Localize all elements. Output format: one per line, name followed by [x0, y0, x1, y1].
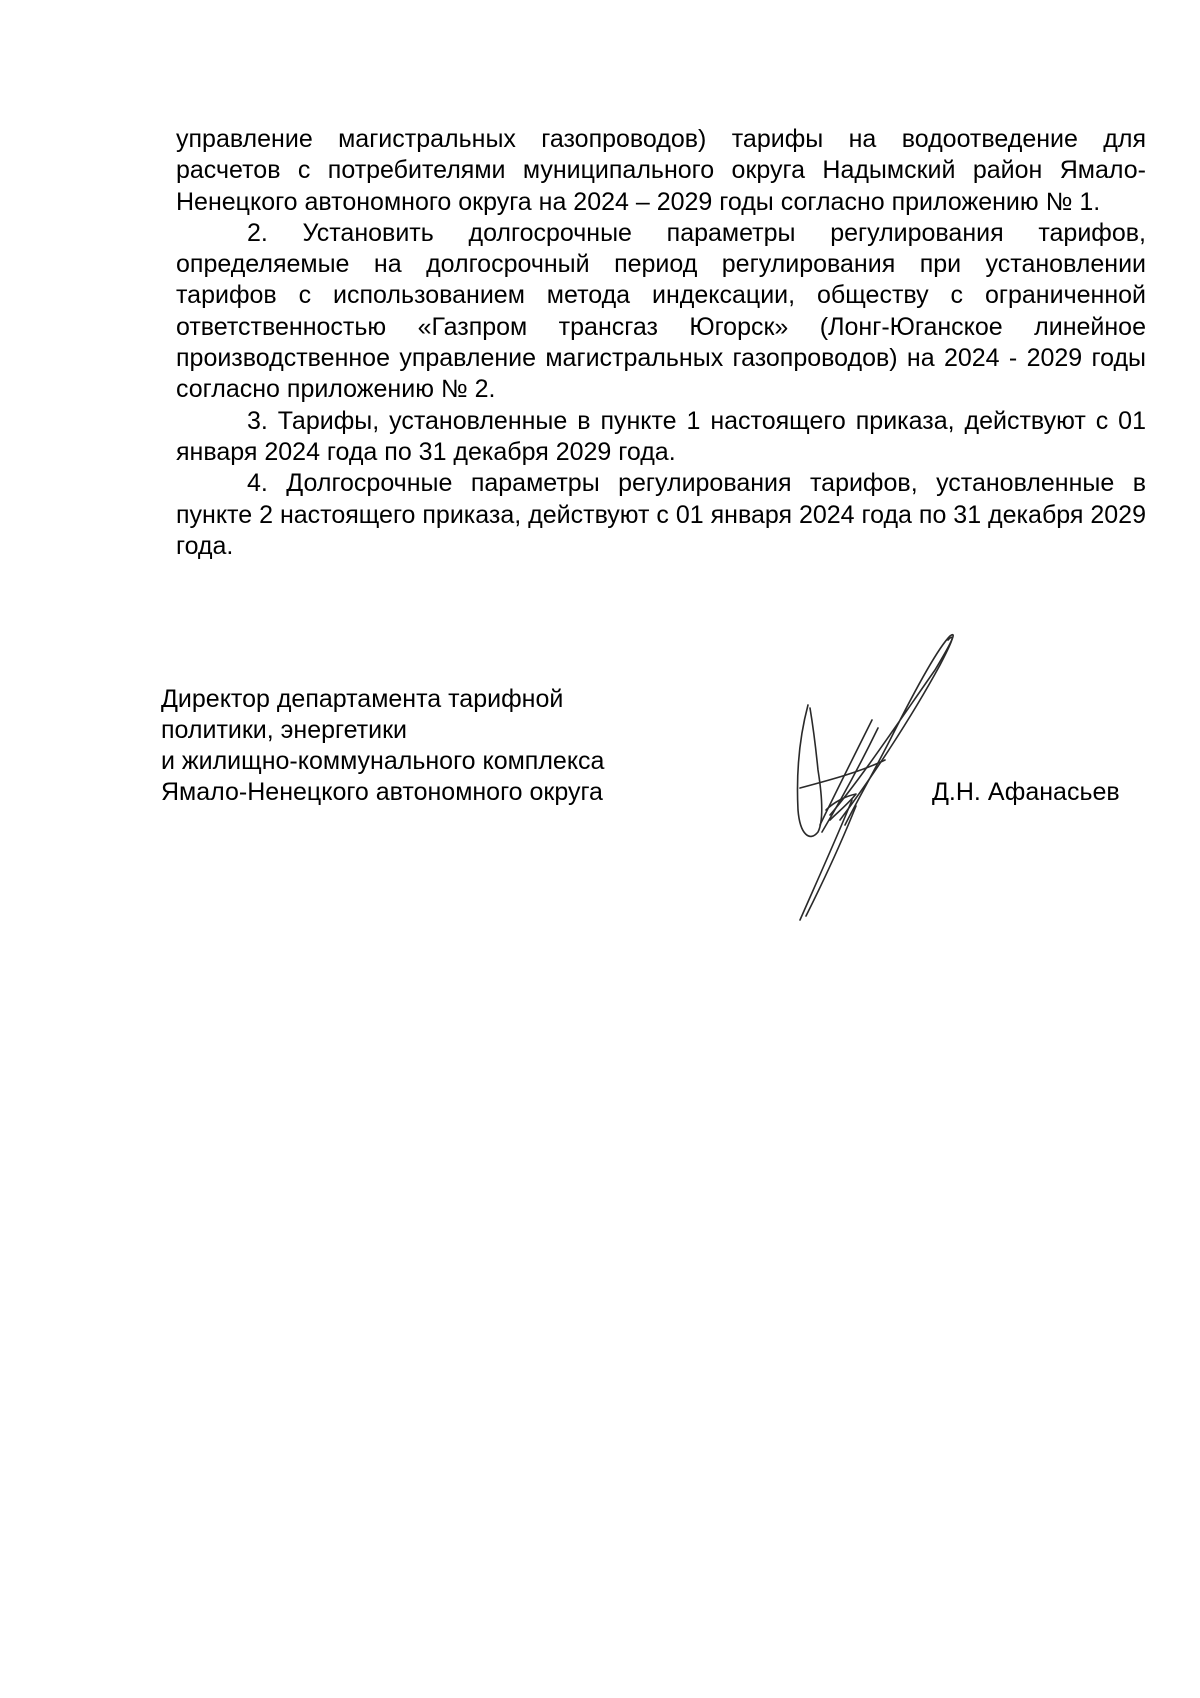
signatory-position-line-3: и жилищно-коммунального комплекса	[161, 747, 605, 775]
paragraph-item-4: 4. Долгосрочные параметры регулирования тарифов, установленные в пункте 2 настоящего приказа, действуют с 01 января 2024 года по 31 декабря 2029 года.	[176, 469, 1146, 560]
paragraph-item-3: 3. Тарифы, установленные в пункте 1 настоящего приказа, действуют с 01 января 2024 года по 31 декабря 2029 года.	[176, 406, 1146, 466]
signatory-position-line-4: Ямало-Ненецкого автономного округа	[161, 778, 603, 806]
paragraph-item-2: 2. Установить долгосрочные параметры регулирования тарифов, определяемые на долгосрочный период регулирования при установлении тарифов с использованием метода индексации, обществу с ограниченной ответственностью «Газпром трансгаз Югорск» (Лонг-Юганское линейное производственное управление магистральных газопроводов) на 2024 - 2029 годы согласно приложению № 2.	[176, 218, 1146, 404]
signatory-position-line-2: политики, энергетики	[161, 716, 407, 744]
paragraph-continuation: управление магистральных газопроводов) тарифы на водоотведение для расчетов с потребителями муниципального округа Надымский район Ямало-Ненецкого автономного округа на 2024 – 2029 годы согласно приложению № 1.	[176, 125, 1146, 216]
signatory-name: Д.Н. Афанасьев	[932, 778, 1120, 806]
document-body	[176, 124, 1146, 562]
signatory-position-line-1: Директор департамента тарифной	[161, 685, 564, 713]
signatory-position	[161, 684, 604, 808]
handwritten-signature	[760, 610, 1000, 940]
